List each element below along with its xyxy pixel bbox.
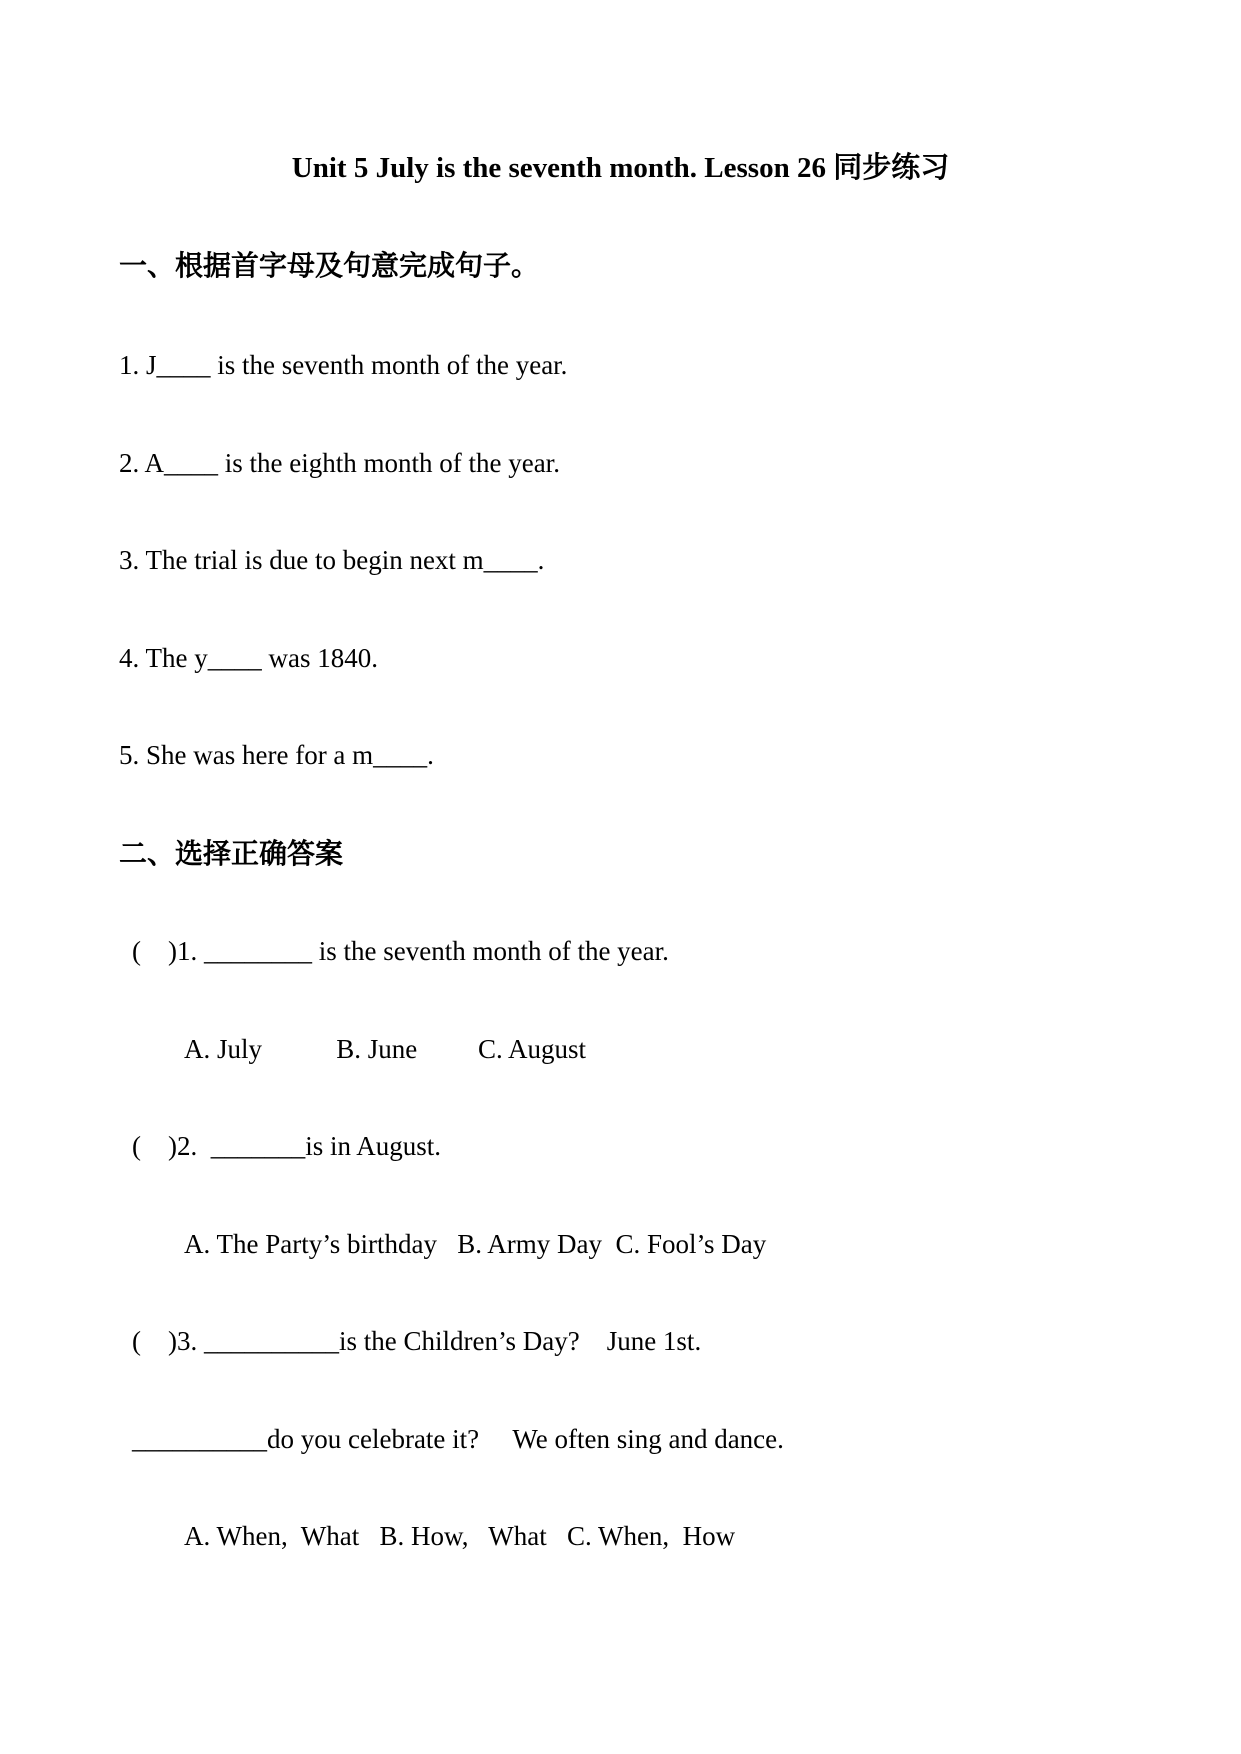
question-1-stem: ( )1. ________ is the seventh month of the year. [132,936,669,966]
section-1-item-3: 3. The trial is due to begin next m____. [119,545,545,575]
question-3-stem: ( )3. __________is the Children’s Day? June 1st. [132,1326,702,1356]
question-3-stem-2: __________do you celebrate it? We often sing and dance. [132,1424,784,1454]
section-1-item-2: 2. A____ is the eighth month of the year. [119,448,560,478]
question-3-options: A. When, What B. How, What C. When, How [184,1521,736,1551]
section-1-heading: 一、根据首字母及句意完成句子。 [119,249,540,282]
page-title: Unit 5 July is the seventh month. Lesson 26 同步练习 [291,152,950,184]
section-1-item-1: 1. J____ is the seventh month of the year. [119,350,568,380]
question-1-options: A. July B. June C. August [184,1034,587,1064]
question-2-stem: ( )2. _______is in August. [132,1131,442,1161]
question-2-options: A. The Party’s birthday B. Army Day C. Fool’s Day [184,1229,767,1259]
section-1-item-5: 5. She was here for a m____. [119,740,434,770]
section-1-item-4: 4. The y____ was 1840. [119,643,378,673]
section-2-heading: 二、选择正确答案 [119,837,344,870]
